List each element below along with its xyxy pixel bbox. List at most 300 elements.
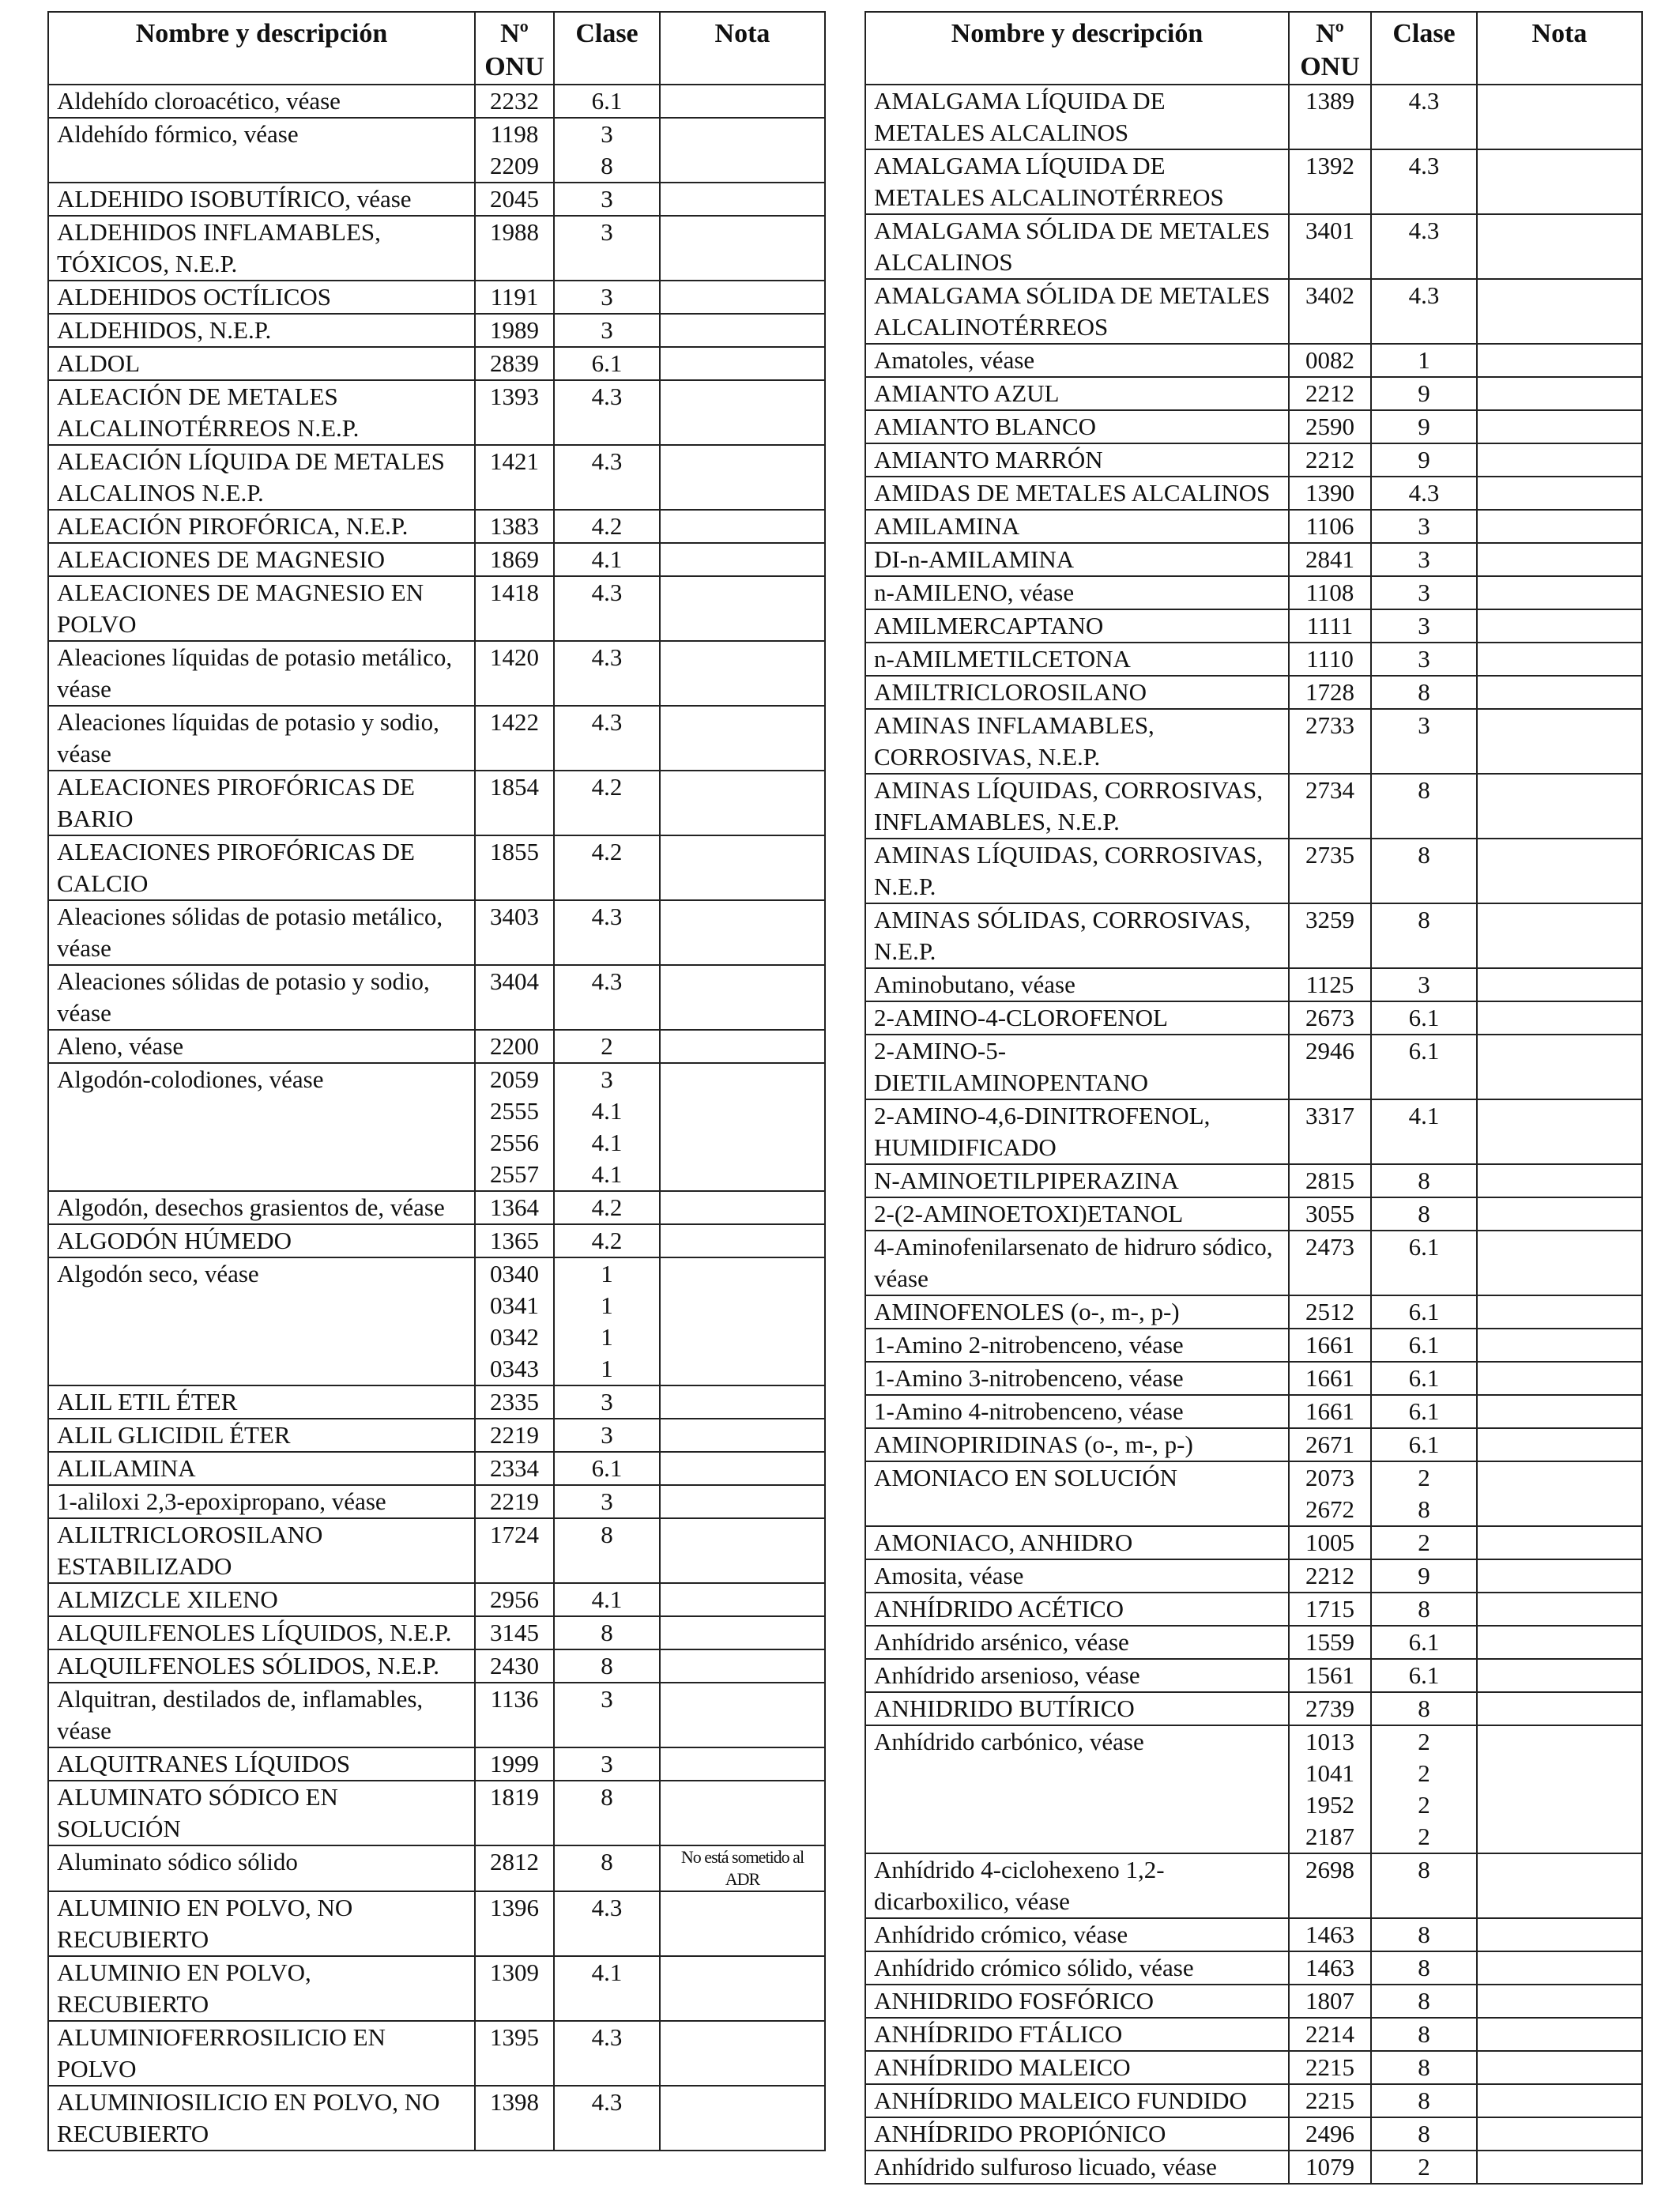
un-number-cell: 3404 — [475, 965, 554, 1030]
note-cell — [1477, 1461, 1642, 1526]
note-cell — [660, 965, 825, 1030]
note-cell — [1477, 1099, 1642, 1164]
class-cell: 4.3 — [554, 445, 660, 510]
table-row — [865, 709, 1642, 774]
class-cell: 2 8 — [1371, 1461, 1477, 1526]
substance-name-cell: ANHÍDRIDO FTÁLICO — [865, 2018, 1289, 2051]
un-number-cell: 2841 — [1289, 543, 1371, 576]
un-number-cell: 2334 — [475, 1452, 554, 1485]
substance-name-cell: Aluminato sódico sólido — [48, 1845, 475, 1891]
note-cell — [1477, 1626, 1642, 1659]
table-row — [865, 1659, 1642, 1692]
table-row — [48, 380, 825, 445]
note-cell — [1477, 543, 1642, 576]
un-number-cell: 1013 1041 1952 2187 — [1289, 1725, 1371, 1853]
substance-name-cell: ALQUITRANES LÍQUIDOS — [48, 1747, 475, 1781]
substance-name-cell: AMIANTO BLANCO — [865, 410, 1289, 443]
note-cell — [1477, 1329, 1642, 1362]
table-row — [48, 1518, 825, 1583]
substance-name-cell: ALDEHIDOS INFLAMABLES, TÓXICOS, N.E.P. — [48, 216, 475, 281]
class-cell: 4.3 — [1371, 149, 1477, 214]
un-number-cell: 3317 — [1289, 1099, 1371, 1164]
class-cell: 3 — [554, 1683, 660, 1747]
substance-name-cell: ALUMINATO SÓDICO EN SOLUCIÓN — [48, 1781, 475, 1845]
substance-name-cell: n-AMILENO, véase — [865, 576, 1289, 609]
class-cell: 9 — [1371, 443, 1477, 477]
note-cell — [660, 1518, 825, 1583]
table-row — [48, 543, 825, 576]
class-cell: 1 1 1 1 — [554, 1257, 660, 1385]
class-cell: 8 — [1371, 2084, 1477, 2117]
substance-name-cell: 2-(2-AMINOETOXI)ETANOL — [865, 1197, 1289, 1231]
note-cell — [1477, 709, 1642, 774]
class-cell: 2 2 2 2 — [1371, 1725, 1477, 1853]
un-number-cell: 2496 — [1289, 2117, 1371, 2151]
note-cell — [660, 216, 825, 281]
un-number-cell: 1364 — [475, 1191, 554, 1224]
class-cell: 6.1 — [1371, 1428, 1477, 1461]
class-cell: 8 — [1371, 1853, 1477, 1918]
table-row — [865, 85, 1642, 149]
un-number-cell: 1393 — [475, 380, 554, 445]
class-cell: 6.1 — [1371, 1626, 1477, 1659]
class-cell: 4.3 — [1371, 214, 1477, 279]
class-cell: 3 — [1371, 510, 1477, 543]
table-row — [48, 1616, 825, 1649]
note-cell — [1477, 1918, 1642, 1951]
un-number-cell: 1398 — [475, 2086, 554, 2151]
table-row — [865, 410, 1642, 443]
class-cell: 4.2 — [554, 1191, 660, 1224]
class-cell: 4.3 — [554, 380, 660, 445]
un-number-cell: 2214 — [1289, 2018, 1371, 2051]
un-number-cell: 1389 — [1289, 85, 1371, 149]
table-body-left — [48, 85, 825, 2151]
note-cell — [660, 1257, 825, 1385]
class-cell: 4.3 — [554, 2086, 660, 2151]
class-cell: 4.2 — [554, 510, 660, 543]
substance-name-cell: ALEACIÓN PIROFÓRICA, N.E.P. — [48, 510, 475, 543]
table-row — [48, 510, 825, 543]
table-row — [865, 1001, 1642, 1035]
table-row — [48, 1452, 825, 1485]
header-row — [865, 12, 1642, 85]
class-cell: 4.3 — [554, 900, 660, 965]
note-cell — [1477, 2084, 1642, 2117]
substance-name-cell: Aleaciones líquidas de potasio y sodio, véase — [48, 706, 475, 771]
un-number-cell: 2512 — [1289, 1295, 1371, 1329]
table-row — [48, 1485, 825, 1518]
table-row — [865, 1853, 1642, 1918]
un-number-cell: 2059 2555 2556 2557 — [475, 1063, 554, 1191]
note-cell — [1477, 214, 1642, 279]
class-cell: 3 8 — [554, 118, 660, 183]
un-number-cell: 1819 — [475, 1781, 554, 1845]
header-clase: Clase — [554, 12, 660, 85]
table-row — [48, 2021, 825, 2086]
un-number-cell: 0082 — [1289, 344, 1371, 377]
class-cell: 8 — [554, 1518, 660, 1583]
note-cell — [660, 1191, 825, 1224]
table-row — [48, 1683, 825, 1747]
class-cell: 2 — [1371, 1526, 1477, 1559]
table-row — [865, 1099, 1642, 1164]
note-cell — [660, 1419, 825, 1452]
substance-name-cell: 1-Amino 2-nitrobenceno, véase — [865, 1329, 1289, 1362]
substance-name-cell: ALEACIONES PIROFÓRICAS DE CALCIO — [48, 835, 475, 900]
substance-name-cell: N-AMINOETILPIPERAZINA — [865, 1164, 1289, 1197]
note-cell — [660, 445, 825, 510]
substance-name-cell: AMILMERCAPTANO — [865, 609, 1289, 643]
class-cell: 3 — [1371, 643, 1477, 676]
note-cell — [1477, 1295, 1642, 1329]
un-number-cell: 1661 — [1289, 1329, 1371, 1362]
un-number-cell: 1661 — [1289, 1362, 1371, 1395]
substance-name-cell: 1-Amino 4-nitrobenceno, véase — [865, 1395, 1289, 1428]
substance-name-cell: ALILAMINA — [48, 1452, 475, 1485]
class-cell: 2 — [1371, 2151, 1477, 2184]
note-cell — [660, 835, 825, 900]
table-row — [865, 1197, 1642, 1231]
class-cell: 8 — [554, 1781, 660, 1845]
table-row — [865, 1526, 1642, 1559]
table-row — [865, 774, 1642, 839]
un-number-cell: 2212 — [1289, 377, 1371, 410]
class-cell: 3 — [554, 216, 660, 281]
table-row — [865, 1593, 1642, 1626]
class-cell: 6.1 — [1371, 1362, 1477, 1395]
note-cell — [1477, 1593, 1642, 1626]
substance-name-cell: Algodón-colodiones, véase — [48, 1063, 475, 1191]
table-row — [865, 1295, 1642, 1329]
header-onu: Nº ONU — [1289, 12, 1371, 85]
note-cell — [660, 641, 825, 706]
table-row — [865, 377, 1642, 410]
un-number-cell: 1395 — [475, 2021, 554, 2086]
substance-name-cell: AMONIACO EN SOLUCIÓN — [865, 1461, 1289, 1526]
class-cell: 4.3 — [554, 641, 660, 706]
un-number-cell: 2073 2672 — [1289, 1461, 1371, 1526]
substance-name-cell: ANHÍDRIDO MALEICO FUNDIDO — [865, 2084, 1289, 2117]
un-number-cell: 1559 — [1289, 1626, 1371, 1659]
table-row — [48, 1649, 825, 1683]
un-number-cell: 2215 — [1289, 2051, 1371, 2084]
substance-name-cell: Algodón seco, véase — [48, 1257, 475, 1385]
class-cell: 6.1 — [1371, 1231, 1477, 1295]
substance-name-cell: Aleaciones sólidas de potasio metálico, véase — [48, 900, 475, 965]
table-row — [865, 2084, 1642, 2117]
substance-name-cell: AMALGAMA SÓLIDA DE METALES ALCALINOTÉRREOS — [865, 279, 1289, 344]
substance-name-cell: AMINOFENOLES (o-, m-, p-) — [865, 1295, 1289, 1329]
substance-name-cell: ANHÍDRIDO PROPIÓNICO — [865, 2117, 1289, 2151]
un-number-cell: 1110 — [1289, 643, 1371, 676]
header-name: Nombre y descripción — [865, 12, 1289, 85]
class-cell: 8 — [1371, 1985, 1477, 2018]
un-number-cell: 2232 — [475, 85, 554, 118]
note-cell — [660, 2086, 825, 2151]
table-row — [865, 214, 1642, 279]
table-body-right — [865, 85, 1642, 2184]
table-row — [865, 1725, 1642, 1853]
substance-name-cell: Aleaciones líquidas de potasio metálico, véase — [48, 641, 475, 706]
un-number-cell: 1422 — [475, 706, 554, 771]
note-cell — [660, 1891, 825, 1956]
substance-name-cell: AMIANTO MARRÓN — [865, 443, 1289, 477]
substance-name-cell: Anhídrido sulfuroso licuado, véase — [865, 2151, 1289, 2184]
table-row — [48, 771, 825, 835]
class-cell: 4.3 — [1371, 279, 1477, 344]
table-row — [48, 706, 825, 771]
un-number-cell: 2815 — [1289, 1164, 1371, 1197]
class-cell: 3 — [554, 183, 660, 216]
class-cell: 8 — [1371, 2117, 1477, 2151]
note-cell — [1477, 1197, 1642, 1231]
table-row — [865, 1329, 1642, 1362]
header-row — [48, 12, 825, 85]
table-row — [865, 2151, 1642, 2184]
table-row — [48, 445, 825, 510]
note-cell — [1477, 1951, 1642, 1985]
table-row — [865, 279, 1642, 344]
un-number-cell: 2473 — [1289, 1231, 1371, 1295]
substance-name-cell: ANHÍDRIDO MALEICO — [865, 2051, 1289, 2084]
class-cell: 6.1 — [1371, 1035, 1477, 1099]
class-cell: 4.3 — [554, 706, 660, 771]
table-row — [48, 216, 825, 281]
class-cell: 3 — [554, 281, 660, 314]
substances-table-left — [47, 11, 826, 2151]
table-row — [865, 149, 1642, 214]
un-number-cell: 2215 — [1289, 2084, 1371, 2117]
class-cell: 6.1 — [554, 347, 660, 380]
note-cell — [1477, 477, 1642, 510]
un-number-cell: 1111 — [1289, 609, 1371, 643]
class-cell: 8 — [1371, 676, 1477, 709]
note-cell — [660, 1747, 825, 1781]
table-row — [865, 1362, 1642, 1395]
table-row — [48, 1956, 825, 2021]
note-cell — [1477, 410, 1642, 443]
note-cell — [1477, 774, 1642, 839]
substance-name-cell: AMALGAMA LÍQUIDA DE METALES ALCALINOTÉRREOS — [865, 149, 1289, 214]
un-number-cell: 2200 — [475, 1030, 554, 1063]
note-cell — [660, 1030, 825, 1063]
note-cell — [660, 314, 825, 347]
class-cell: 8 — [554, 1649, 660, 1683]
table-row — [48, 1224, 825, 1257]
table-row — [48, 900, 825, 965]
note-cell — [1477, 1035, 1642, 1099]
note-cell — [660, 1781, 825, 1845]
class-cell: 8 — [554, 1845, 660, 1891]
substance-name-cell: ALEACIONES DE MAGNESIO EN POLVO — [48, 576, 475, 641]
un-number-cell: 1309 — [475, 1956, 554, 2021]
un-number-cell: 2212 — [1289, 1559, 1371, 1593]
un-number-cell: 3145 — [475, 1616, 554, 1649]
substance-name-cell: Algodón, desechos grasientos de, véase — [48, 1191, 475, 1224]
table-row — [48, 1030, 825, 1063]
un-number-cell: 2045 — [475, 183, 554, 216]
substance-name-cell: AMILTRICLOROSILANO — [865, 676, 1289, 709]
note-cell — [1477, 510, 1642, 543]
note-cell — [660, 183, 825, 216]
table-row — [865, 1395, 1642, 1428]
class-cell: 3 — [554, 1747, 660, 1781]
note-cell — [1477, 149, 1642, 214]
table-row — [48, 314, 825, 347]
class-cell: 8 — [554, 1616, 660, 1649]
substance-name-cell: ALDEHIDOS, N.E.P. — [48, 314, 475, 347]
substance-name-cell: 2-AMINO-4,6-DINITROFENOL, HUMIDIFICADO — [865, 1099, 1289, 1164]
note-cell — [1477, 1985, 1642, 2018]
note-cell — [1477, 1692, 1642, 1725]
class-cell: 6.1 — [1371, 1295, 1477, 1329]
note-cell — [660, 510, 825, 543]
un-number-cell: 2956 — [475, 1583, 554, 1616]
substance-name-cell: AMALGAMA SÓLIDA DE METALES ALCALINOS — [865, 214, 1289, 279]
note-cell — [660, 118, 825, 183]
un-number-cell: 2739 — [1289, 1692, 1371, 1725]
note-cell — [660, 1452, 825, 1485]
note-cell — [1477, 279, 1642, 344]
substance-name-cell: AMINAS INFLAMABLES, CORROSIVAS, N.E.P. — [865, 709, 1289, 774]
un-number-cell: 1421 — [475, 445, 554, 510]
table-row — [48, 576, 825, 641]
table-row — [48, 965, 825, 1030]
un-number-cell: 2430 — [475, 1649, 554, 1683]
substance-name-cell: AMINOPIRIDINAS (o-, m-, p-) — [865, 1428, 1289, 1461]
class-cell: 4.1 — [554, 1956, 660, 2021]
substance-name-cell: ALUMINIO EN POLVO, RECUBIERTO — [48, 1956, 475, 2021]
class-cell: 4.1 — [1371, 1099, 1477, 1164]
substance-name-cell: Aldehído cloroacético, véase — [48, 85, 475, 118]
note-cell — [1477, 1428, 1642, 1461]
note-cell — [660, 85, 825, 118]
table-row — [865, 643, 1642, 676]
class-cell: 3 — [1371, 543, 1477, 576]
substance-name-cell: Anhídrido carbónico, véase — [865, 1725, 1289, 1853]
note-cell — [1477, 1001, 1642, 1035]
table-row — [865, 1985, 1642, 2018]
class-cell: 8 — [1371, 1593, 1477, 1626]
table-row — [865, 2117, 1642, 2151]
table-row — [865, 2051, 1642, 2084]
table-row — [865, 1164, 1642, 1197]
class-cell: 6.1 — [1371, 1659, 1477, 1692]
substance-name-cell: Anhídrido crómico sólido, véase — [865, 1951, 1289, 1985]
table-row — [865, 1626, 1642, 1659]
un-number-cell: 1989 — [475, 314, 554, 347]
un-number-cell: 1561 — [1289, 1659, 1371, 1692]
class-cell: 9 — [1371, 1559, 1477, 1593]
un-number-cell: 2733 — [1289, 709, 1371, 774]
class-cell: 1 — [1371, 344, 1477, 377]
substance-name-cell: Anhídrido arsenioso, véase — [865, 1659, 1289, 1692]
un-number-cell: 2671 — [1289, 1428, 1371, 1461]
table-row — [865, 1559, 1642, 1593]
header-nota: Nota — [660, 12, 825, 85]
un-number-cell: 2698 — [1289, 1853, 1371, 1918]
class-cell: 6.1 — [1371, 1395, 1477, 1428]
substance-name-cell: ALDOL — [48, 347, 475, 380]
note-cell — [660, 771, 825, 835]
note-cell — [660, 380, 825, 445]
substance-name-cell: ALEACIÓN DE METALES ALCALINOTÉRREOS N.E.P. — [48, 380, 475, 445]
note-cell — [1477, 443, 1642, 477]
class-cell: 4.3 — [554, 965, 660, 1030]
note-cell — [1477, 903, 1642, 968]
note-text: No está sometido al ADR — [680, 1847, 804, 1889]
substance-name-cell: Alquitran, destilados de, inflamables, véase — [48, 1683, 475, 1747]
substance-name-cell: ALUMINIO EN POLVO, NO RECUBIERTO — [48, 1891, 475, 1956]
header-name: Nombre y descripción — [48, 12, 475, 85]
substance-name-cell: ALUMINIOFERROSILICIO EN POLVO — [48, 2021, 475, 2086]
substance-name-cell: AMINAS SÓLIDAS, CORROSIVAS, N.E.P. — [865, 903, 1289, 968]
un-number-cell: 1390 — [1289, 477, 1371, 510]
note-cell — [1477, 1231, 1642, 1295]
un-number-cell: 1396 — [475, 1891, 554, 1956]
substance-name-cell: DI-n-AMILAMINA — [865, 543, 1289, 576]
un-number-cell: 1420 — [475, 641, 554, 706]
substance-name-cell: Amatoles, véase — [865, 344, 1289, 377]
substance-name-cell: Aleno, véase — [48, 1030, 475, 1063]
substance-name-cell: ALQUILFENOLES LÍQUIDOS, N.E.P. — [48, 1616, 475, 1649]
note-cell — [1477, 968, 1642, 1001]
un-number-cell: 3259 — [1289, 903, 1371, 968]
un-number-cell: 1136 — [475, 1683, 554, 1747]
table-row — [48, 1747, 825, 1781]
un-number-cell: 1463 — [1289, 1951, 1371, 1985]
substance-name-cell: 4-Aminofenilarsenato de hidruro sódico, véase — [865, 1231, 1289, 1295]
substance-name-cell: AMINAS LÍQUIDAS, CORROSIVAS, N.E.P. — [865, 839, 1289, 903]
table-row — [48, 835, 825, 900]
table-row — [48, 641, 825, 706]
substance-name-cell: ANHIDRIDO BUTÍRICO — [865, 1692, 1289, 1725]
table-row — [865, 344, 1642, 377]
substance-name-cell: 1-aliloxi 2,3-epoxipropano, véase — [48, 1485, 475, 1518]
table-row — [865, 1428, 1642, 1461]
class-cell: 4.2 — [554, 771, 660, 835]
note-cell — [660, 1649, 825, 1683]
note-cell — [1477, 2117, 1642, 2151]
class-cell: 3 — [1371, 576, 1477, 609]
un-number-cell: 3055 — [1289, 1197, 1371, 1231]
class-cell: 3 — [554, 1385, 660, 1419]
class-cell: 8 — [1371, 1164, 1477, 1197]
class-cell: 4.1 — [554, 543, 660, 576]
note-cell — [1477, 643, 1642, 676]
table-row — [865, 1231, 1642, 1295]
class-cell: 8 — [1371, 1197, 1477, 1231]
substance-name-cell: AMILAMINA — [865, 510, 1289, 543]
table-row — [865, 609, 1642, 643]
note-cell — [1477, 344, 1642, 377]
note-cell — [660, 2021, 825, 2086]
table-row — [48, 1891, 825, 1956]
class-cell: 4.3 — [554, 576, 660, 641]
class-cell: 3 — [554, 1419, 660, 1452]
un-number-cell: 1125 — [1289, 968, 1371, 1001]
note-cell — [1477, 676, 1642, 709]
un-number-cell: 1463 — [1289, 1918, 1371, 1951]
class-cell: 8 — [1371, 839, 1477, 903]
substance-name-cell: 2-AMINO-5-DIETILAMINOPENTANO — [865, 1035, 1289, 1099]
un-number-cell: 2590 — [1289, 410, 1371, 443]
un-number-cell: 2212 — [1289, 443, 1371, 477]
class-cell: 4.3 — [1371, 477, 1477, 510]
substance-name-cell: ANHIDRIDO FOSFÓRICO — [865, 1985, 1289, 2018]
table-row — [865, 1918, 1642, 1951]
